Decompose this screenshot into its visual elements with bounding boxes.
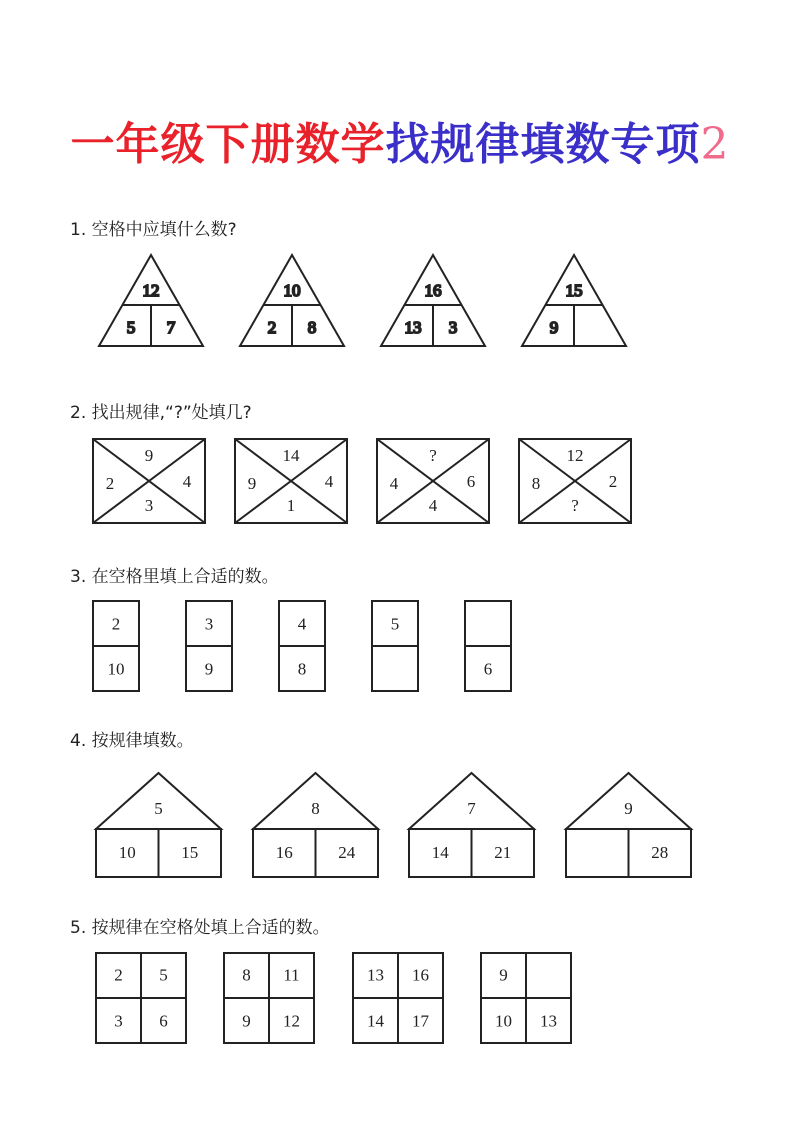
cross-box-right-number: 4 — [182, 471, 192, 491]
cross-box-bottom-number: ? — [571, 495, 579, 515]
triangle-left-number: 9 — [549, 317, 559, 337]
triangle-top-number: 12 — [142, 280, 160, 300]
cross-box-bottom-number: 4 — [428, 495, 438, 515]
house-left-number: 16 — [275, 842, 293, 862]
grid-box-top-left-number: 13 — [367, 965, 384, 985]
stack-box-top-number: 5 — [390, 614, 400, 634]
grid-box-top-right-number: 5 — [159, 965, 168, 985]
triangle-top-number: 10 — [283, 280, 301, 300]
question-5-label: 5. 按规律在空格处填上合适的数。 — [70, 918, 330, 938]
house-figure — [409, 773, 534, 877]
stack-box-top-number: 4 — [297, 614, 307, 634]
cross-box-top-number: 9 — [144, 445, 154, 465]
triangle-right-number: 7 — [166, 317, 176, 337]
triangle-left-number: 2 — [267, 317, 277, 337]
triangle-top-number: 16 — [424, 280, 442, 300]
question-2-figures — [0, 437, 800, 527]
cross-box-right-number: 4 — [324, 471, 334, 491]
cross-box-figure — [377, 439, 489, 523]
cross-box-right-number: 2 — [608, 471, 618, 491]
worksheet-title — [0, 108, 800, 172]
grid-box-bottom-left-number: 3 — [114, 1011, 123, 1031]
house-roof-number: 8 — [311, 798, 320, 818]
house-left-number: 14 — [431, 842, 449, 862]
grid-box-bottom-right-number: 12 — [283, 1011, 300, 1031]
triangle-right-number: 8 — [307, 317, 317, 337]
stack-box-bottom-number: 10 — [107, 659, 125, 679]
cross-box-right-number: 6 — [466, 471, 476, 491]
grid-box-bottom-right-number: 13 — [540, 1011, 557, 1031]
grid-box-figure — [481, 953, 571, 1043]
title-part-3: 2 — [700, 119, 730, 170]
house-figure — [253, 773, 378, 877]
stack-box-bottom-number: 6 — [483, 659, 493, 679]
stack-box-figure — [186, 601, 232, 691]
triangle-left-number: 13 — [404, 317, 422, 337]
question-3-figures — [0, 599, 800, 694]
grid-box-top-left-number: 8 — [242, 965, 251, 985]
grid-box-bottom-left-number: 10 — [495, 1011, 512, 1031]
cross-box-top-number: 14 — [282, 445, 300, 465]
question-5-figures — [0, 951, 800, 1046]
stack-box-figure — [372, 601, 418, 691]
stack-box-top-number: 3 — [204, 614, 214, 634]
triangle-top-number: 15 — [565, 280, 583, 300]
grid-box-top-left-number: 9 — [499, 965, 508, 985]
house-right-number: 15 — [181, 842, 199, 862]
stack-box-figure — [93, 601, 139, 691]
house-roof-number: 9 — [624, 798, 633, 818]
grid-box-bottom-right-number: 17 — [412, 1011, 429, 1031]
cross-box-figure — [519, 439, 631, 523]
question-3-label: 3. 在空格里填上合适的数。 — [70, 567, 279, 587]
house-left-number: 10 — [118, 842, 136, 862]
house-right-number: 24 — [338, 842, 356, 862]
title-part-1: 一年级下册数学 — [70, 119, 386, 170]
grid-box-figure — [224, 953, 314, 1043]
grid-box-top-right-number: 16 — [412, 965, 429, 985]
question-4-label: 4. 按规律填数。 — [70, 731, 194, 751]
question-1-figures — [0, 250, 800, 355]
triangle-figure — [240, 255, 344, 346]
triangle-right-number: 3 — [448, 317, 458, 337]
triangle-figure — [522, 255, 626, 346]
triangle-figure — [99, 255, 203, 346]
question-1-label: 1. 空格中应填什么数? — [70, 220, 237, 240]
cross-box-left-number: 8 — [531, 473, 541, 493]
grid-box-bottom-right-number: 6 — [159, 1011, 168, 1031]
stack-box-bottom-number: 8 — [297, 659, 307, 679]
grid-box-top-right-number: 11 — [283, 965, 300, 985]
cross-box-left-number: 2 — [105, 473, 115, 493]
stack-box-figure — [279, 601, 325, 691]
house-figure — [566, 773, 691, 877]
stack-box-bottom-number: 9 — [204, 659, 214, 679]
question-4-figures — [0, 770, 800, 880]
cross-box-bottom-number: 3 — [144, 495, 154, 515]
grid-box-bottom-left-number: 9 — [242, 1011, 251, 1031]
grid-box-top-left-number: 2 — [114, 965, 123, 985]
grid-box-figure — [96, 953, 186, 1043]
triangle-figure — [381, 255, 485, 346]
house-right-number: 21 — [494, 842, 512, 862]
triangle-left-number: 5 — [126, 317, 136, 337]
grid-box-figure — [353, 953, 443, 1043]
house-roof-number: 7 — [467, 798, 476, 818]
cross-box-top-number: 12 — [566, 445, 584, 465]
cross-box-left-number: 4 — [389, 473, 399, 493]
house-figure — [96, 773, 221, 877]
cross-box-left-number: 9 — [247, 473, 257, 493]
house-roof-number: 5 — [154, 798, 163, 818]
grid-box-bottom-left-number: 14 — [367, 1011, 384, 1031]
house-right-number: 28 — [651, 842, 669, 862]
stack-box-figure — [465, 601, 511, 691]
cross-box-figure — [235, 439, 347, 523]
cross-box-top-number: ? — [429, 445, 437, 465]
question-2-label: 2. 找出规律,“?”处填几? — [70, 403, 252, 423]
cross-box-figure — [93, 439, 205, 523]
stack-box-top-number: 2 — [111, 614, 121, 634]
cross-box-bottom-number: 1 — [286, 495, 296, 515]
title-part-2: 找规律填数专项 — [385, 119, 701, 170]
